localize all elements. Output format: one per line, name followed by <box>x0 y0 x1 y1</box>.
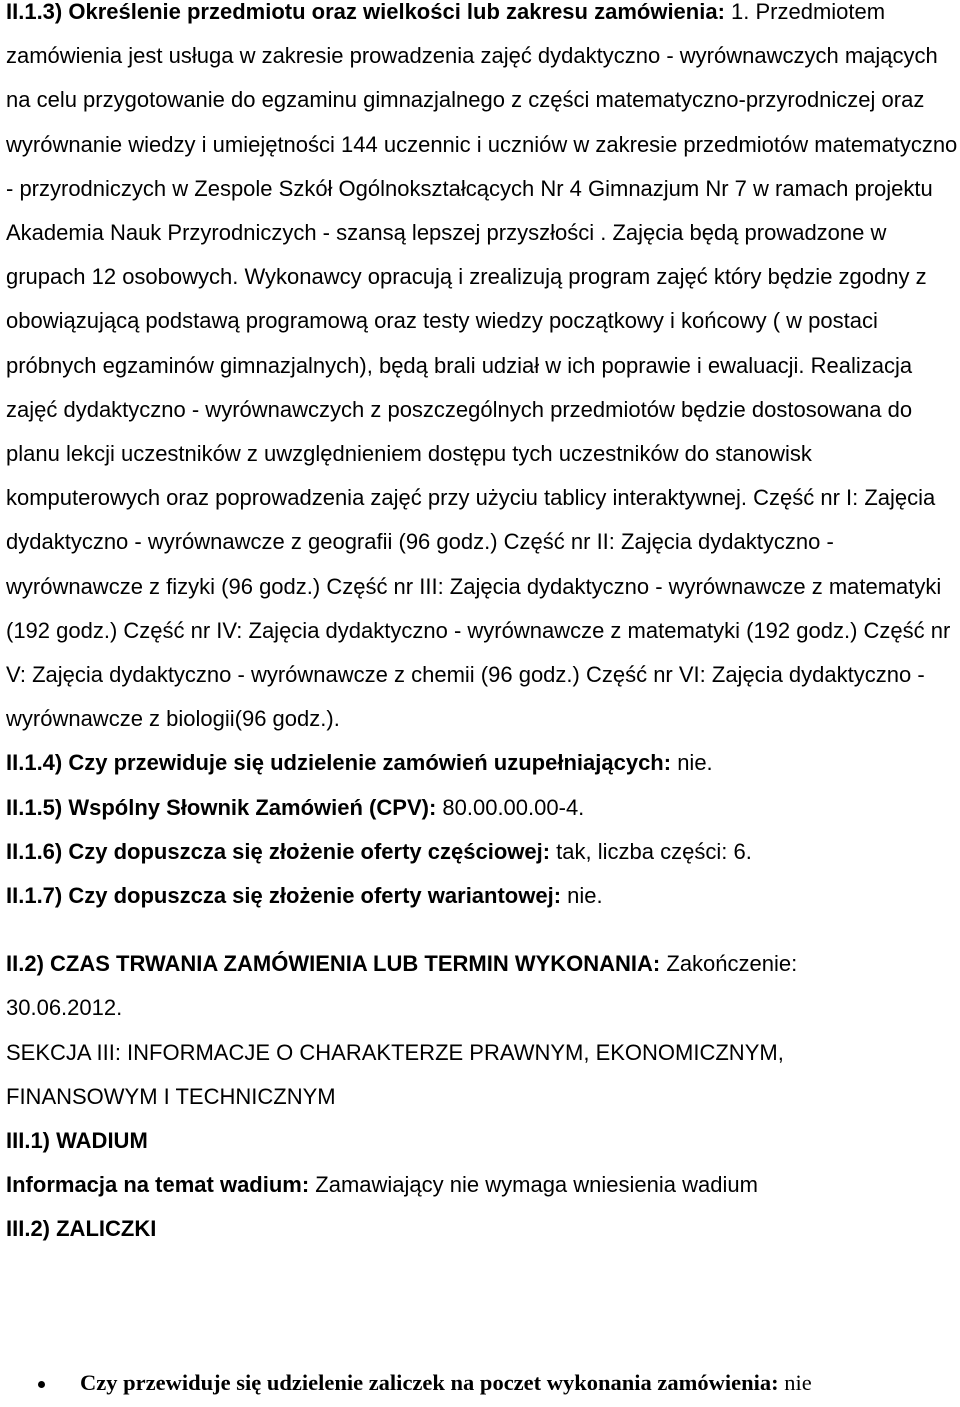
section-3-1-info-label: Informacja na temat wadium: <box>6 1172 310 1198</box>
section-2-1-5-heading: II.1.5) Wspólny Słownik Zamówień (CPV): <box>6 794 437 820</box>
section-2-1-5 <box>6 786 958 830</box>
section-3-title-line2: FINANSOWYM I TECHNICZNYM <box>6 1083 336 1109</box>
section-2-2-heading: II.2) CZAS TRWANIA ZAMÓWIENIA LUB TERMIN WYKONANIA: <box>6 951 661 977</box>
section-2-1-3-body: 1. Przedmiotem zamówienia jest usługa w zakresie prowadzenia zajęć dydaktyczno - wyrównawczych mających na celu przygotowanie do egzaminu gimnazjalnego z części matematyczno-przyrodniczej oraz wyrównanie wiedzy i umiejętności 144 uczennic i uczniów w zakresie przedmiotów matematyczno - przyrodniczych w Zespole Szkół Ogólnokształcących Nr 4 Gimnazjum Nr 7 w ramach projektu Akademia Nauk Przyrodniczych - szansą lepszej przyszłości . Zajęcia będą prowadzone w grupach 12 osobowych. Wykonawcy opracują i zrealizują program zajęć który będzie zgodny z obowiązującą podstawą programową oraz testy wiedzy początkowy i końcowy ( w postaci próbnych egzaminów gimnazjalnych), będą brali udział w ich poprawie i ewaluacji. Realizacja zajęć dydaktyczno - wyrównawczych z poszczególnych przedmiotów będzie dostosowana do planu lekcji uczestników z uwzględnieniem dostępu tych uczestników do stanowisk komputerowych oraz poprowadzenia zajęć przy użyciu tablicy interaktywnej. Część nr I: Zajęcia dydaktyczno - wyrównawcze z geografii (96 godz.) Część nr II: Zajęcia dydaktyczno - wyrównawcze z fizyki (96 godz.) Część nr III: Zajęcia dydaktyczno - wyrównawcze z matematyki (192 godz.) Część nr IV: Zajęcia dydaktyczno - wyrównawcze z matematyki (192 godz.) Część nr V: Zajęcia dydaktyczno - wyrównawcze z chemii (96 godz.) Część nr VI: Zajęcia dydaktyczno - wyrównawcze z biologii(96 godz.). <box>6 0 958 732</box>
section-2-1-3 <box>6 0 958 741</box>
section-2-1-6 <box>6 830 958 874</box>
section-2-2-date: 30.06.2012. <box>6 995 123 1021</box>
zaliczki-bullet-text <box>80 1368 812 1398</box>
bullet-dot-icon <box>38 1381 45 1388</box>
section-3-1-info <box>6 1163 958 1207</box>
section-2-1-4-heading: II.1.4) Czy przewiduje się udzielenie zamówień uzupełniających: <box>6 750 672 776</box>
section-2-1-4 <box>6 741 958 785</box>
section-2-1-7-heading: II.1.7) Czy dopuszcza się złożenie oferty wariantowej: <box>6 883 562 909</box>
section-2-1-6-heading: II.1.6) Czy dopuszcza się złożenie oferty częściowej: <box>6 838 551 864</box>
section-2-1-5-value: 80.00.00.00-4. <box>436 794 585 820</box>
section-2-1-6-value: tak, liczba części: 6. <box>550 838 752 864</box>
section-3-1-heading: III.1) WADIUM <box>6 1128 148 1154</box>
section-3-title-line1: SEKCJA III: INFORMACJE O CHARAKTERZE PRAWNYM, EKONOMICZNYM, <box>6 1039 784 1065</box>
section-2-2-value: Zakończenie: <box>660 951 798 977</box>
section-2-1-4-value: nie. <box>671 750 713 776</box>
section-2-2 <box>6 942 958 986</box>
zaliczki-question: Czy przewiduje się udzielenie zaliczek na poczet wykonania zamówienia: <box>80 1370 779 1395</box>
section-2-1-3-heading: II.1.3) Określenie przedmiotu oraz wielkości lub zakresu zamówienia: <box>6 0 725 24</box>
section-3-2-heading: III.2) ZALICZKI <box>6 1216 157 1242</box>
section-2-1-7-value: nie. <box>561 883 603 909</box>
zaliczki-answer: nie <box>778 1370 812 1395</box>
document-page <box>6 0 958 1395</box>
section-2-1-7 <box>6 874 958 918</box>
spacer <box>6 918 958 942</box>
section-3-1-info-value: Zamawiający nie wymaga wniesienia wadium <box>309 1172 758 1198</box>
